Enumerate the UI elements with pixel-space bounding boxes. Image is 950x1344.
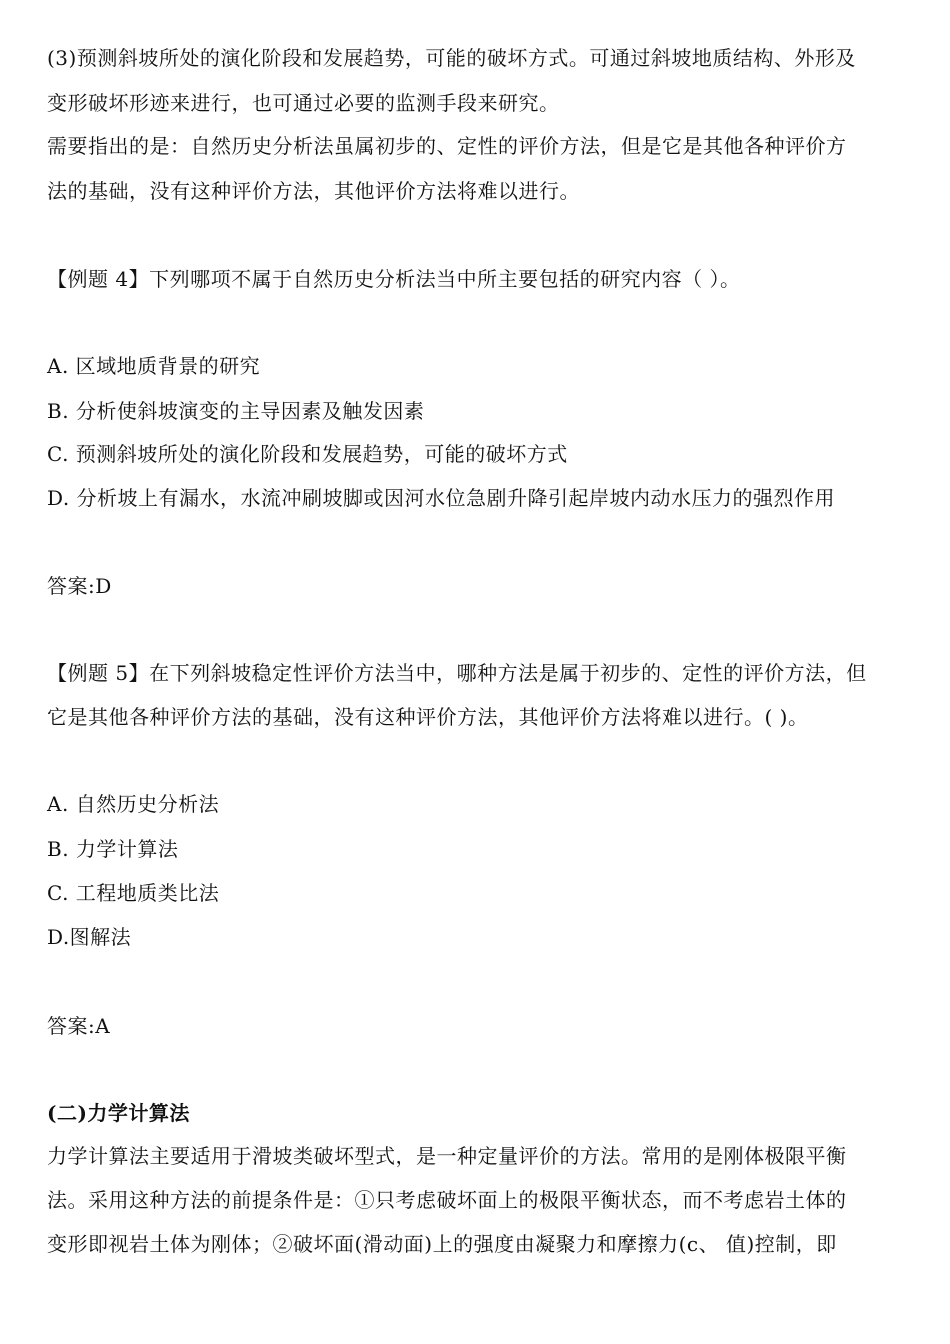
section-heading: (二)力学计算法 xyxy=(47,1101,190,1125)
example4-answer: 答案:D xyxy=(47,574,112,598)
example5-option-a: A. 自然历史分析法 xyxy=(47,792,220,816)
intro-line-1: (3)预测斜坡所处的演化阶段和发展趋势，可能的破坏方式。可通过斜坡地质结构、外形及 xyxy=(47,46,856,70)
example4-option-b: B. 分析使斜坡演变的主导因素及触发因素 xyxy=(47,399,425,423)
example4-option-a: A. 区域地质背景的研究 xyxy=(47,354,261,378)
intro-line-3: 需要指出的是：自然历史分析法虽属初步的、定性的评价方法，但是它是其他各种评价方 xyxy=(47,134,847,158)
section-line-3: 变形即视岩土体为刚体；②破坏面(滑动面)上的强度由凝聚力和摩擦力(c、 值)控制，即 xyxy=(47,1232,837,1256)
section-line-1: 力学计算法主要适用于滑坡类破坏型式，是一种定量评价的方法。常用的是刚体极限平衡 xyxy=(47,1144,847,1168)
intro-line-2: 变形破坏形迹来进行，也可通过必要的监测手段来研究。 xyxy=(47,91,560,115)
example5-option-d: D.图解法 xyxy=(47,925,132,949)
example4-question: 【例题 4】下列哪项不属于自然历史分析法当中所主要包括的研究内容（ ）。 xyxy=(47,267,741,291)
example5-option-c: C. 工程地质类比法 xyxy=(47,881,220,905)
intro-line-4: 法的基础，没有这种评价方法，其他评价方法将难以进行。 xyxy=(47,179,580,203)
example5-question-line-2: 它是其他各种评价方法的基础，没有这种评价方法，其他评价方法将难以进行。( )。 xyxy=(47,705,809,729)
example5-option-b: B. 力学计算法 xyxy=(47,837,179,861)
example4-option-c: C. 预测斜坡所处的演化阶段和发展趋势，可能的破坏方式 xyxy=(47,442,568,466)
example4-option-d: D. 分析坡上有漏水，水流冲刷坡脚或因河水位急剧升降引起岸坡内动水压力的强烈作用 xyxy=(47,486,836,510)
section-line-2: 法。采用这种方法的前提条件是：①只考虑破坏面上的极限平衡状态，而不考虑岩土体的 xyxy=(47,1188,847,1212)
example5-question-line-1: 【例题 5】在下列斜坡稳定性评价方法当中，哪种方法是属于初步的、定性的评价方法，但 xyxy=(47,661,867,685)
example5-answer: 答案:A xyxy=(47,1014,111,1038)
